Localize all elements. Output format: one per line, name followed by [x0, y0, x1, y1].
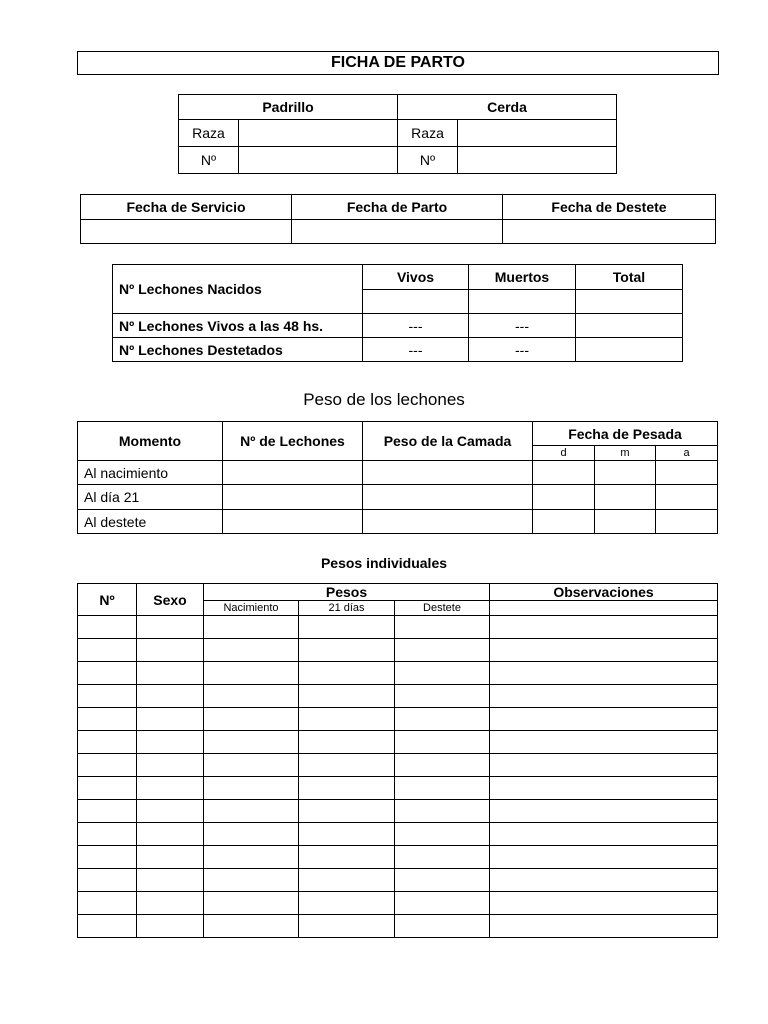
entry-cell[interactable]: [204, 731, 299, 754]
entry-cell[interactable]: [299, 892, 395, 915]
numero-header: Nº: [78, 584, 137, 616]
entry-cell[interactable]: [299, 639, 395, 662]
entry-cell[interactable]: [78, 639, 137, 662]
dates-table: [80, 194, 716, 244]
entry-cell[interactable]: [204, 616, 299, 639]
entry-cell[interactable]: [299, 846, 395, 869]
entry-cell[interactable]: [78, 685, 137, 708]
entry-cell[interactable]: [204, 869, 299, 892]
table-row: [78, 892, 718, 915]
vivos-header: Vivos: [363, 265, 469, 290]
destetados-label: Nº Lechones Destetados: [113, 338, 363, 362]
padrillo-numero-label: Nº: [179, 147, 239, 174]
cerda-raza-field[interactable]: [458, 120, 617, 147]
entry-cell[interactable]: [490, 754, 718, 777]
form-title: FICHA DE PARTO: [77, 51, 719, 75]
table-row: [78, 846, 718, 869]
vivos48-label: Nº Lechones Vivos a las 48 hs.: [113, 314, 363, 338]
entry-cell[interactable]: [395, 708, 490, 731]
entry-cell[interactable]: [395, 731, 490, 754]
entry-cell[interactable]: [204, 846, 299, 869]
cerda-numero-field[interactable]: [458, 147, 617, 174]
month-subheader: m: [595, 446, 656, 461]
cell-field[interactable]: [656, 461, 718, 485]
entry-cell[interactable]: [299, 708, 395, 731]
individual-heading: Pesos individuales: [320, 555, 448, 571]
table-row: [78, 708, 718, 731]
entry-cell[interactable]: [78, 800, 137, 823]
entry-cell[interactable]: [137, 800, 204, 823]
entry-cell[interactable]: [137, 869, 204, 892]
entry-cell[interactable]: [78, 846, 137, 869]
fecha-destete-header: Fecha de Destete: [503, 195, 716, 220]
entry-cell[interactable]: [204, 777, 299, 800]
cell-field[interactable]: [595, 461, 656, 485]
parents-table: [178, 94, 617, 174]
weights-heading: Peso de los lechones: [303, 390, 465, 409]
entry-cell[interactable]: [299, 731, 395, 754]
entry-cell[interactable]: [137, 639, 204, 662]
cell-field[interactable]: [656, 510, 718, 534]
entry-cell[interactable]: [490, 823, 718, 846]
weights-table: [77, 421, 718, 534]
entry-cell[interactable]: [137, 731, 204, 754]
entry-cell[interactable]: [137, 846, 204, 869]
cerda-raza-label: Raza: [398, 120, 458, 147]
entry-cell[interactable]: [490, 800, 718, 823]
entry-cell[interactable]: [78, 777, 137, 800]
nacidos-vivos-field[interactable]: [363, 290, 469, 314]
entry-cell[interactable]: [299, 823, 395, 846]
entry-cell[interactable]: [78, 662, 137, 685]
cell-field[interactable]: [223, 510, 363, 534]
entry-cell[interactable]: [490, 777, 718, 800]
entry-cell[interactable]: [137, 915, 204, 938]
entry-cell[interactable]: [395, 869, 490, 892]
litter-table: [112, 264, 683, 362]
entry-cell[interactable]: [78, 869, 137, 892]
vivos48-total-field[interactable]: [576, 314, 683, 338]
entry-cell[interactable]: [395, 777, 490, 800]
muertos-header: Muertos: [469, 265, 576, 290]
cell-field[interactable]: [363, 485, 533, 510]
entry-cell[interactable]: [137, 708, 204, 731]
entry-cell[interactable]: [490, 616, 718, 639]
entry-cell[interactable]: [490, 685, 718, 708]
fecha-pesada-header: Fecha de Pesada: [533, 422, 718, 446]
observaciones-subheader-blank: [490, 601, 718, 616]
fecha-parto-header: Fecha de Parto: [292, 195, 503, 220]
cerda-header: Cerda: [398, 95, 617, 120]
cell-field[interactable]: [363, 510, 533, 534]
entry-cell[interactable]: [299, 685, 395, 708]
table-row: [78, 869, 718, 892]
pesos-header: Pesos: [204, 584, 490, 601]
table-row: [78, 777, 718, 800]
fecha-servicio-header: Fecha de Servicio: [81, 195, 292, 220]
lechones-header: Nº de Lechones: [223, 422, 363, 461]
dash: ---: [363, 338, 469, 362]
padrillo-raza-field[interactable]: [239, 120, 398, 147]
table-row: [78, 662, 718, 685]
entry-cell[interactable]: [137, 823, 204, 846]
entry-cell[interactable]: [137, 685, 204, 708]
cell-field[interactable]: [223, 485, 363, 510]
entry-cell[interactable]: [490, 662, 718, 685]
entry-cell[interactable]: [204, 915, 299, 938]
entry-cell[interactable]: [137, 662, 204, 685]
entry-cell[interactable]: [395, 685, 490, 708]
total-header: Total: [576, 265, 683, 290]
destetados-total-field[interactable]: [576, 338, 683, 362]
dash: ---: [469, 314, 576, 338]
entry-cell[interactable]: [395, 616, 490, 639]
peso-camada-header: Peso de la Camada: [363, 422, 533, 461]
entry-cell[interactable]: [299, 616, 395, 639]
padrillo-header: Padrillo: [179, 95, 398, 120]
entry-cell[interactable]: [490, 731, 718, 754]
entry-cell[interactable]: [490, 708, 718, 731]
cell-field[interactable]: [533, 461, 595, 485]
day-subheader: d: [533, 446, 595, 461]
entry-cell[interactable]: [299, 662, 395, 685]
table-row: [78, 685, 718, 708]
sexo-header: Sexo: [137, 584, 204, 616]
cerda-numero-label: Nº: [398, 147, 458, 174]
table-row: [78, 823, 718, 846]
cell-field[interactable]: [656, 485, 718, 510]
entry-cell[interactable]: [78, 823, 137, 846]
entry-cell[interactable]: [137, 777, 204, 800]
cell-field[interactable]: [533, 485, 595, 510]
destete-subheader: Destete: [395, 601, 490, 616]
cell-field[interactable]: [595, 485, 656, 510]
dia21-row-label: Al día 21: [78, 485, 223, 510]
entry-cell[interactable]: [137, 754, 204, 777]
entry-cell[interactable]: [490, 639, 718, 662]
momento-header: Momento: [78, 422, 223, 461]
entry-cell[interactable]: [299, 777, 395, 800]
entry-cell[interactable]: [204, 685, 299, 708]
fecha-destete-field[interactable]: [503, 220, 716, 244]
dias21-subheader: 21 días: [299, 601, 395, 616]
observaciones-header: Observaciones: [490, 584, 718, 601]
individual-table: [77, 583, 718, 938]
entry-cell[interactable]: [299, 915, 395, 938]
table-row: [78, 800, 718, 823]
entry-cell[interactable]: [395, 915, 490, 938]
entry-cell[interactable]: [204, 892, 299, 915]
dash: ---: [363, 314, 469, 338]
entry-cell[interactable]: [395, 800, 490, 823]
entry-cell[interactable]: [78, 892, 137, 915]
table-row: [78, 616, 718, 639]
entry-cell[interactable]: [78, 616, 137, 639]
entry-cell[interactable]: [204, 823, 299, 846]
entry-cell[interactable]: [204, 800, 299, 823]
nacimiento-row-label: Al nacimiento: [78, 461, 223, 485]
entry-cell[interactable]: [78, 915, 137, 938]
entry-cell[interactable]: [204, 754, 299, 777]
entry-cell[interactable]: [490, 915, 718, 938]
padrillo-numero-field[interactable]: [239, 147, 398, 174]
nacidos-muertos-field[interactable]: [469, 290, 576, 314]
table-row: [78, 754, 718, 777]
entry-cell[interactable]: [137, 892, 204, 915]
entry-cell[interactable]: [78, 708, 137, 731]
entry-cell[interactable]: [395, 846, 490, 869]
entry-cell[interactable]: [299, 800, 395, 823]
entry-cell[interactable]: [395, 639, 490, 662]
padrillo-raza-label: Raza: [179, 120, 239, 147]
cell-field[interactable]: [363, 461, 533, 485]
entry-cell[interactable]: [78, 731, 137, 754]
destete-row-label: Al destete: [78, 510, 223, 534]
entry-cell[interactable]: [395, 823, 490, 846]
nacimiento-subheader: Nacimiento: [204, 601, 299, 616]
nacidos-total-field[interactable]: [576, 290, 683, 314]
entry-cell[interactable]: [204, 639, 299, 662]
entry-cell[interactable]: [490, 892, 718, 915]
entry-cell[interactable]: [490, 869, 718, 892]
entry-cell[interactable]: [204, 708, 299, 731]
nacidos-label: Nº Lechones Nacidos: [113, 265, 363, 314]
entry-cell[interactable]: [395, 754, 490, 777]
year-subheader: a: [656, 446, 718, 461]
table-row: [78, 731, 718, 754]
fecha-parto-field[interactable]: [292, 220, 503, 244]
fecha-servicio-field[interactable]: [81, 220, 292, 244]
table-row: [78, 915, 718, 938]
cell-field[interactable]: [533, 510, 595, 534]
entry-cell[interactable]: [299, 754, 395, 777]
table-row: [78, 639, 718, 662]
cell-field[interactable]: [595, 510, 656, 534]
entry-cell[interactable]: [137, 616, 204, 639]
entry-cell[interactable]: [299, 869, 395, 892]
entry-cell[interactable]: [395, 892, 490, 915]
cell-field[interactable]: [223, 461, 363, 485]
dash: ---: [469, 338, 576, 362]
entry-cell[interactable]: [204, 662, 299, 685]
entry-cell[interactable]: [78, 754, 137, 777]
entry-cell[interactable]: [395, 662, 490, 685]
entry-cell[interactable]: [490, 846, 718, 869]
